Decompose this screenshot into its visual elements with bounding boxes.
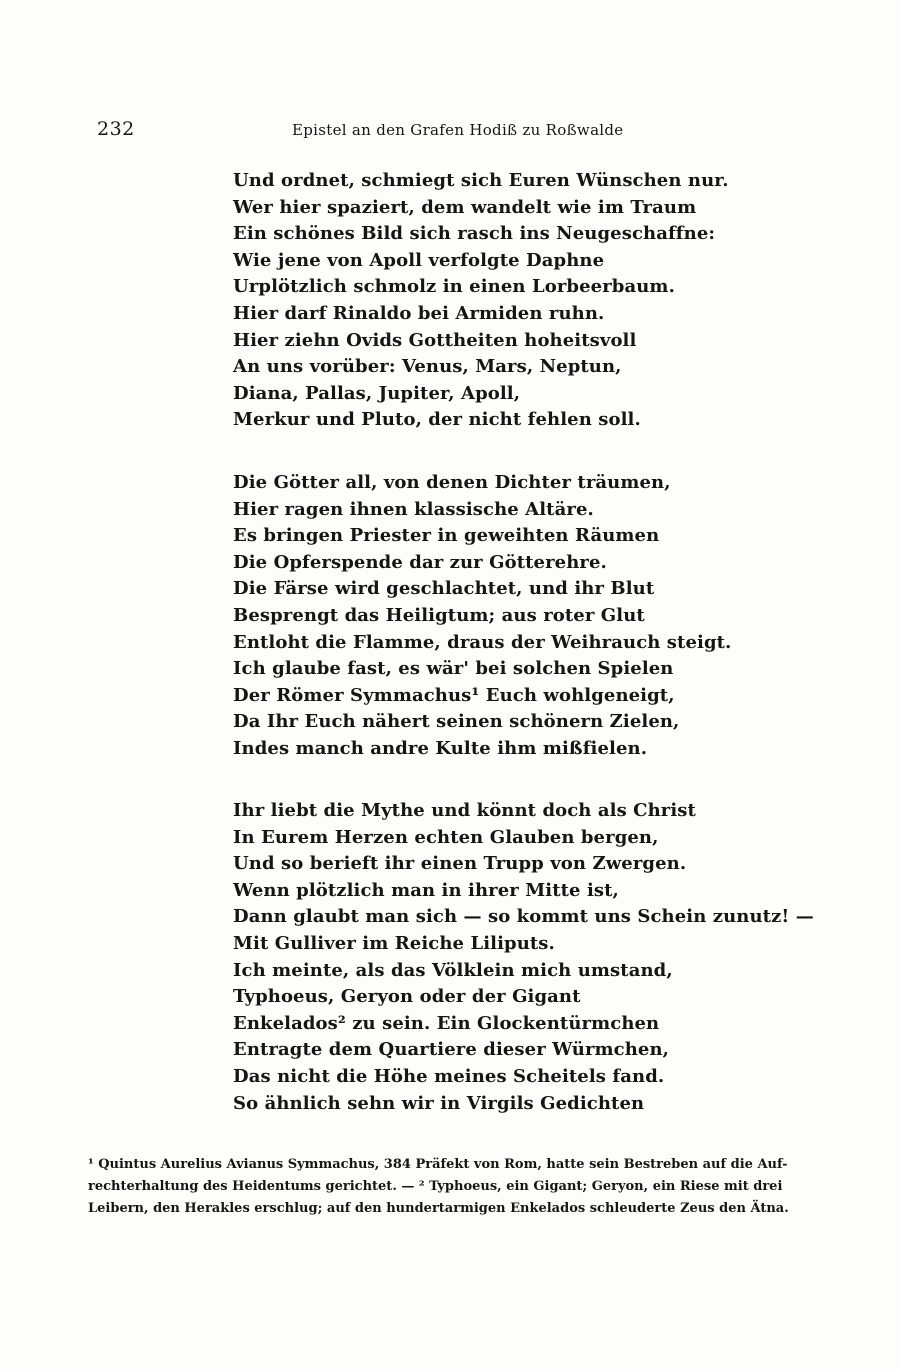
verse-line: Mit Gulliver im Reiche Liliputs. — [233, 932, 555, 954]
page-number: 232 — [97, 118, 135, 140]
running-title: Epistel an den Grafen Hodiß zu Roßwalde — [292, 121, 624, 139]
verse-line: Die Götter all, von denen Dichter träumen, — [233, 472, 671, 493]
verse-line: Dann glaubt man sich — so kommt uns Schein zunutz! — — [233, 906, 814, 928]
verse-line: Ich glaube fast, es wär' bei solchen Spielen — [233, 658, 674, 680]
verse-line: Hier ziehn Ovids Gottheiten hoheitsvoll — [233, 329, 637, 351]
verse-line: Die Färse wird geschlachtet, und ihr Blut — [233, 578, 655, 600]
verse-line: Wenn plötzlich man in ihrer Mitte ist, — [233, 879, 619, 901]
verse-line: Hier darf Rinaldo bei Armiden ruhn. — [233, 302, 605, 324]
poem-stanza-2 — [233, 470, 753, 763]
verse-line: Entloht die Flamme, draus der Weihrauch steigt. — [233, 631, 732, 653]
verse-line: An uns vorüber: Venus, Mars, Neptun, — [233, 356, 622, 378]
verse-line: So ähnlich sehn wir in Virgils Gedichten — [233, 1092, 645, 1114]
verse-line: Der Römer Symmachus¹ Euch wohlgeneigt, — [233, 684, 675, 706]
verse-line: Typhoeus, Geryon oder der Gigant — [233, 986, 581, 1008]
verse-line: Da Ihr Euch nähert seinen schönern Zielen, — [233, 711, 680, 733]
verse-line: Und ordnet, schmiegt sich Euren Wünschen nur. — [233, 170, 729, 191]
verse-line: Ich meinte, als das Völklein mich umstand, — [233, 959, 673, 981]
verse-line: Das nicht die Höhe meines Scheitels fand. — [233, 1065, 665, 1087]
verse-line: Diana, Pallas, Jupiter, Apoll, — [233, 382, 521, 404]
verse-line: Merkur und Pluto, der nicht fehlen soll. — [233, 409, 641, 431]
verse-line: Besprengt das Heiligtum; aus roter Glut — [233, 604, 645, 626]
verse-line: Es bringen Priester in geweihten Räumen — [233, 525, 660, 547]
footnote-line: ¹ Quintus Aurelius Avianus Symmachus, 384 Präfekt von Rom, hatte sein Bestreben auf die Auf- — [88, 1157, 788, 1172]
footnote-line: rechterhaltung des Heidentums gerichtet. — ² Typhoeus, ein Gigant; Geryon, ein Riese mit drei — [88, 1179, 783, 1194]
verse-line: Indes manch andre Kulte ihm mißfielen. — [233, 737, 648, 759]
verse-line: Wie jene von Apoll verfolgte Daphne — [233, 249, 605, 271]
footnotes — [88, 1154, 789, 1220]
verse-line: Entragte dem Quartiere dieser Würmchen, — [233, 1039, 670, 1061]
verse-line: Wer hier spaziert, dem wandelt wie im Traum — [233, 196, 697, 218]
footnote-line: Leibern, den Herakles erschlug; auf den hundertarmigen Enkelados schleuderte Zeus den Ätna. — [88, 1201, 789, 1216]
verse-line: Urplötzlich schmolz in einen Lorbeerbaum. — [233, 276, 675, 298]
verse-line: Ihr liebt die Mythe und könnt doch als Christ — [233, 800, 696, 821]
verse-line: Ein schönes Bild sich rasch ins Neugeschaffne: — [233, 223, 716, 245]
verse-line: Enkelados² zu sein. Ein Glockentürmchen — [233, 1012, 660, 1034]
verse-line: In Eurem Herzen echten Glauben bergen, — [233, 826, 659, 848]
poem-stanza-1 — [233, 168, 753, 434]
verse-line: Und so berieft ihr einen Trupp von Zwergen. — [233, 853, 687, 875]
verse-line: Die Opferspende dar zur Götterehre. — [233, 551, 607, 573]
poem-stanza-3 — [233, 798, 814, 1117]
verse-line: Hier ragen ihnen klassische Altäre. — [233, 498, 594, 520]
